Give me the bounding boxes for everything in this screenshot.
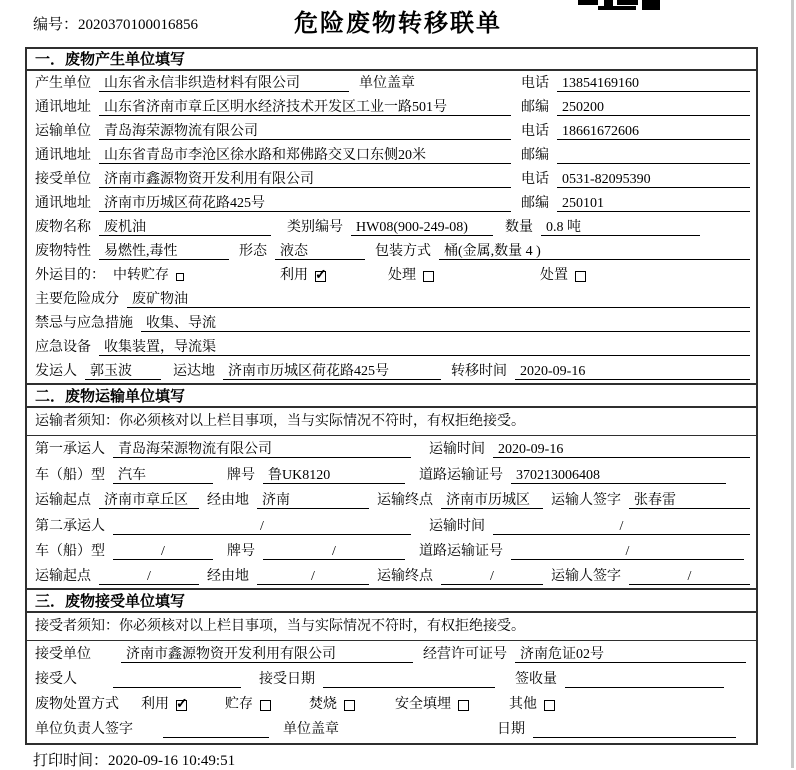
option-treat: 处理 — [388, 267, 434, 284]
section3-title: 三．废物接受单位填写 — [27, 588, 756, 613]
transfer-time-label: 转移时间 — [451, 364, 507, 379]
transport-time-label: 运输时间 — [429, 442, 485, 458]
option-other: 其他 — [509, 696, 555, 713]
row-waste-name — [27, 215, 756, 239]
license-value: 济南危证02号 — [515, 646, 746, 663]
print-time: 打印时间：2020-09-16 10:49:51 — [33, 753, 236, 769]
transporter-address-value: 山东省青岛市李沧区徐水路和郑佛路交叉口东侧20米 — [99, 147, 511, 164]
row-carrier2 — [27, 512, 756, 537]
route2-end: / — [441, 568, 543, 585]
transport-time-label: 运输时间 — [429, 518, 485, 534]
date-label: 日期 — [497, 721, 525, 737]
purpose-label: 外运目的： — [35, 268, 105, 283]
row-disposal-method — [27, 691, 756, 716]
received-qty-value — [565, 671, 724, 688]
taboo-value: 收集、导流 — [141, 315, 750, 332]
category-value: HW08(900-249-08) — [351, 219, 493, 236]
road-permit-label: 道路运输证号 — [419, 467, 503, 483]
producer-label: 产生单位 — [35, 76, 91, 91]
shipper-label: 发运人 — [35, 364, 77, 379]
taboo-label: 禁忌与应急措施 — [35, 316, 133, 331]
carrier2-time: / — [493, 518, 750, 535]
receiver-value: 济南市鑫源物资开发利用有限公司 — [99, 171, 511, 188]
option-incinerate: 焚烧 — [309, 696, 355, 713]
route1-sign: 张春雷 — [629, 492, 750, 509]
row-receiver-address — [27, 191, 756, 215]
carrier-sign-label: 运输人签字 — [551, 493, 621, 509]
row-taboo — [27, 311, 756, 335]
carrier1-time: 2020-09-16 — [493, 441, 750, 458]
row-shipper — [27, 359, 756, 383]
row-route2 — [27, 563, 756, 588]
row-waste-props — [27, 239, 756, 263]
route-start-label: 运输起点 — [35, 569, 91, 585]
row-route1 — [27, 487, 756, 512]
receiver-phone: 0531-82095390 — [557, 171, 750, 188]
row-transporter-address — [27, 143, 756, 167]
received-qty-label: 签收量 — [515, 671, 557, 687]
transporter-phone: 18661672606 — [557, 123, 750, 140]
license-label: 经营许可证号 — [423, 647, 507, 663]
option-transfer-storage: 中转贮存 — [113, 267, 184, 284]
route2-sign: / — [629, 568, 750, 585]
unit-stamp-label: 单位盖章 — [283, 721, 339, 737]
responsible-sign-value — [163, 721, 269, 738]
date-value — [533, 721, 736, 738]
accept-person-value — [113, 671, 241, 688]
receiver-address-value: 济南市历城区荷花路425号 — [99, 195, 511, 212]
option-utilize: 利用 ✓ — [280, 267, 326, 284]
road-permit-label: 道路运输证号 — [419, 543, 503, 559]
transporter-value: 青岛海荣源物流有限公司 — [99, 123, 511, 140]
row-receiver — [27, 167, 756, 191]
route1-via: 济南 — [257, 492, 369, 509]
checkbox-treat — [423, 271, 434, 282]
row-hazard — [27, 287, 756, 311]
hazard-value: 废矿物油 — [127, 291, 750, 308]
responsible-sign-label: 单位负责人签字 — [35, 721, 133, 737]
vehicle1-plate: 鲁UK8120 — [263, 467, 405, 484]
destination-label: 运达地 — [173, 364, 215, 379]
plate-label: 牌号 — [227, 467, 255, 483]
row-accept-unit — [27, 641, 756, 666]
route-start-label: 运输起点 — [35, 493, 91, 509]
accept-date-value — [323, 671, 495, 688]
equipment-label: 应急设备 — [35, 340, 91, 355]
checkbox-utilize — [176, 700, 187, 711]
carrier2-label: 第二承运人 — [35, 518, 105, 534]
carrier2-value: / — [113, 518, 411, 535]
qr-code-fragment-icon — [578, 0, 664, 11]
receiver-zip: 250101 — [557, 195, 750, 212]
page-title: 危险废物转移联单 — [294, 11, 502, 37]
phone-label: 电话 — [521, 76, 549, 91]
vehicle-type-label: 车（船）型 — [35, 467, 105, 483]
accept-person-label: 接受人 — [35, 671, 77, 687]
equipment-value: 收集装置，导流渠 — [99, 339, 750, 356]
checkbox-utilize — [315, 271, 326, 282]
option-utilize: 利用 ✓ — [141, 696, 187, 713]
row-vehicle2 — [27, 538, 756, 563]
row-vehicle1 — [27, 461, 756, 486]
shipper-value: 郭玉波 — [85, 363, 161, 380]
row-producer — [27, 71, 756, 95]
via-label: 经由地 — [207, 493, 249, 509]
zip-label: 邮编 — [521, 148, 549, 163]
zip-label: 邮编 — [521, 196, 549, 211]
category-label: 类别编号 — [287, 220, 343, 235]
phone-label: 电话 — [521, 172, 549, 187]
row-producer-address — [27, 95, 756, 119]
vehicle-type-label: 车（船）型 — [35, 543, 105, 559]
producer-address-value: 山东省济南市章丘区明水经济技术开发区工业一路501号 — [99, 99, 511, 116]
disposal-method-label: 废物处置方式 — [35, 696, 119, 712]
section2-note: 运输者须知：你必须核对以上栏目事项，当与实际情况不符时，有权拒绝接受。 — [27, 408, 756, 436]
section1-title: 一．废物产生单位填写 — [27, 49, 756, 71]
carrier1-value: 青岛海荣源物流有限公司 — [113, 441, 411, 458]
route-end-label: 运输终点 — [377, 569, 433, 585]
route1-end: 济南市历城区 — [441, 492, 543, 509]
zip-label: 邮编 — [521, 100, 549, 115]
packing-label: 包装方式 — [375, 244, 431, 259]
waste-props-label: 废物特性 — [35, 244, 91, 259]
carrier1-label: 第一承运人 — [35, 442, 105, 458]
hazard-label: 主要危险成分 — [35, 292, 119, 307]
option-dispose: 处置 — [540, 267, 586, 284]
route-end-label: 运输终点 — [377, 493, 433, 509]
vehicle1-type: 汽车 — [113, 467, 213, 484]
phone-label: 电话 — [521, 124, 549, 139]
serial-number: 编号：2020370100016856 — [33, 17, 199, 33]
transporter-zip — [557, 147, 750, 164]
route1-start: 济南市章丘区 — [99, 492, 199, 509]
accept-date-label: 接受日期 — [259, 671, 315, 687]
vehicle1-permit: 370213006408 — [511, 467, 726, 484]
manifest-form — [25, 47, 758, 745]
accept-unit-value: 济南市鑫源物资开发利用有限公司 — [121, 646, 413, 663]
plate-label: 牌号 — [227, 543, 255, 559]
row-accept-person — [27, 666, 756, 691]
option-store: 贮存 — [225, 696, 271, 713]
page-edge — [791, 0, 794, 768]
route2-via: / — [257, 568, 369, 585]
destination-value: 济南市历城区荷花路425号 — [223, 363, 441, 380]
receiver-label: 接受单位 — [35, 172, 91, 187]
unit-stamp-label: 单位盖章 — [359, 76, 415, 91]
checkbox-transfer-storage — [176, 273, 184, 281]
row-equipment — [27, 335, 756, 359]
form-value: 液态 — [275, 243, 365, 260]
waste-name-label: 废物名称 — [35, 220, 91, 235]
route2-start: / — [99, 568, 199, 585]
address-label: 通讯地址 — [35, 148, 91, 163]
producer-zip: 250200 — [557, 99, 750, 116]
waste-name-value: 废机油 — [99, 219, 271, 236]
accept-unit-label: 接受单位 — [35, 647, 91, 663]
row-carrier1 — [27, 436, 756, 461]
address-label: 通讯地址 — [35, 100, 91, 115]
producer-phone: 13854169160 — [557, 75, 750, 92]
checkbox-incinerate — [344, 700, 355, 711]
via-label: 经由地 — [207, 569, 249, 585]
row-transporter — [27, 119, 756, 143]
address-label: 通讯地址 — [35, 196, 91, 211]
vehicle2-plate: / — [263, 543, 405, 560]
checkbox-landfill — [458, 700, 469, 711]
carrier-sign-label: 运输人签字 — [551, 569, 621, 585]
quantity-label: 数量 — [505, 220, 533, 235]
form-label: 形态 — [239, 244, 267, 259]
quantity-value: 0.8 吨 — [541, 219, 700, 236]
packing-value: 桶(金属,数量 4 ) — [439, 243, 750, 260]
waste-props-value: 易燃性,毒性 — [99, 243, 229, 260]
section3-note: 接受者须知：你必须核对以上栏目事项，当与实际情况不符时，有权拒绝接受。 — [27, 613, 756, 641]
transfer-time-value: 2020-09-16 — [515, 363, 750, 380]
option-landfill: 安全填埋 — [395, 696, 469, 713]
checkbox-other — [544, 700, 555, 711]
producer-value: 山东省永信非织造材料有限公司 — [99, 75, 349, 92]
vehicle2-type: / — [113, 543, 213, 560]
row-purpose — [27, 263, 756, 287]
vehicle2-permit: / — [511, 543, 744, 560]
section2-title: 二．废物运输单位填写 — [27, 383, 756, 408]
row-responsible-sign — [27, 716, 756, 741]
transporter-label: 运输单位 — [35, 124, 91, 139]
checkbox-dispose — [575, 271, 586, 282]
checkbox-store — [260, 700, 271, 711]
